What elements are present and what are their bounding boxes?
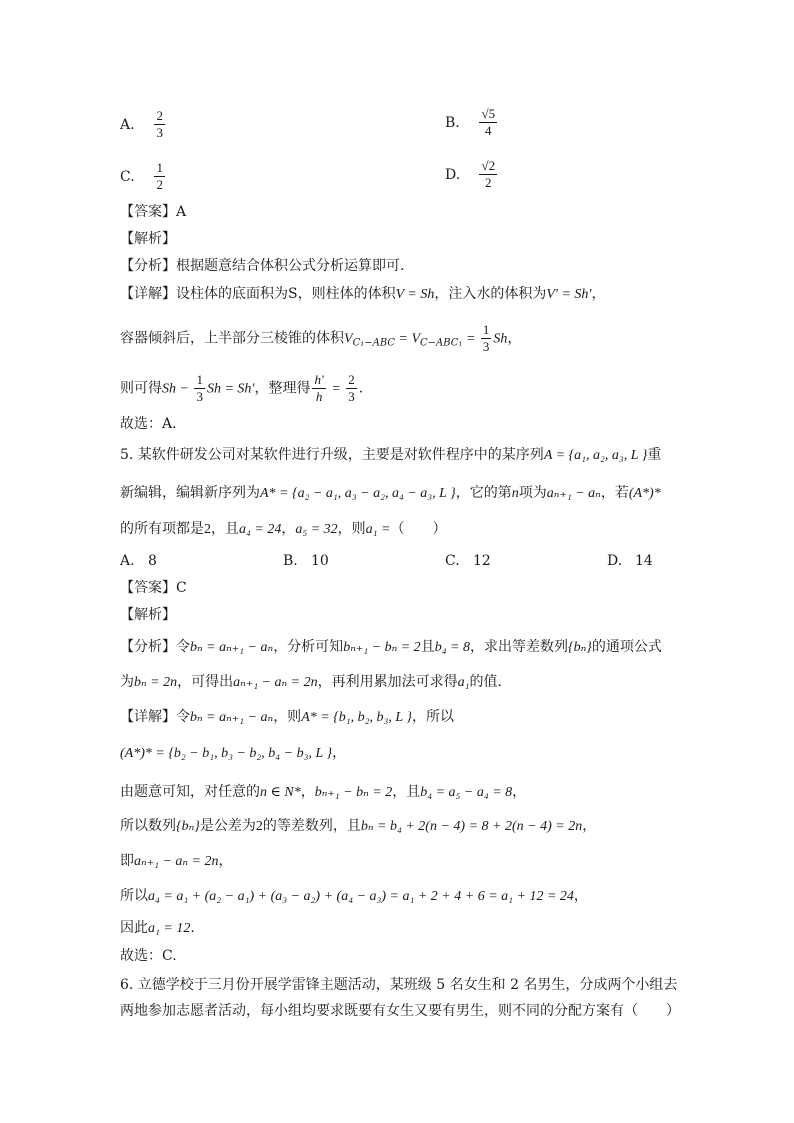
fraction: $\frac{2}{3}$ <box>348 372 355 404</box>
q5-xiangjie-line4: 所以数列{bₙ}是公差为2的等差数列，且bₙ = b₄ + 2(n − 4) = 8 + 2(n − 4) = 2n， <box>120 818 597 834</box>
q5-analysis-tag: 【解析】 <box>120 607 176 623</box>
q4-option-a <box>120 108 167 141</box>
fraction: $\frac{h'}{h}$ <box>314 372 324 404</box>
q5-xiangjie-line1: 【详解】令bₙ = aₙ₊₁ − aₙ，则A* = {b₁, b₂, b₃, L }，所以 <box>120 709 455 725</box>
option-label: C. <box>120 168 135 185</box>
option-label: A. <box>120 116 135 133</box>
q5-option-a: A. 8 <box>120 553 157 569</box>
q5-xiangjie-line7: 因此a₁ = 12. <box>120 920 195 936</box>
q5-xiangjie-line3: 由题意可知，对任意的n ∈ N*，bₙ₊₁ − bₙ = 2，且b₄ = a₅ − a₄ = 8， <box>120 784 527 800</box>
q4-fenxi: 【分析】根据题意结合体积公式分析运算即可. <box>120 258 405 274</box>
q5-stem-line3: 的所有项都是2，且a₄ = 24，a₅ = 32，则a₁ =（ ） <box>120 521 447 537</box>
q4-option-c <box>120 160 167 193</box>
q5-xiangjie-line5: 即aₙ₊₁ − aₙ = 2n， <box>120 853 233 869</box>
fraction: $\frac{2}{3}$ <box>156 108 163 140</box>
option-label: B. <box>445 114 460 131</box>
q5-xiangjie-line2: (A*)* = {b₂ − b₁, b₃ − b₂, b₄ − b₃, L }， <box>120 745 347 761</box>
q5-stem-line1: 5. 某软件研发公司对某软件进行升级，主要是对软件程序中的某序列A = {a₁, a₂, a₃, L }重 <box>120 447 662 463</box>
q5-stem-line2: 新编辑，编辑新序列为A* = {a₂ − a₁, a₃ − a₂, a₄ − a₃, L }，它的第n项为aₙ₊₁ − aₙ，若(A*)* <box>120 485 661 501</box>
q4-xiangjie-line3: 则可得Sh − $\frac{1}{3}$ Sh = Sh′，整理得 $\frac{h'}{h}$ = $\frac{2}{3}$ . <box>120 372 364 404</box>
q4-xiangjie-line1: 【详解】设柱体的底面积为S，则柱体的体积V = Sh，注入水的体积为V′ = Sh′， <box>120 286 606 302</box>
q4-analysis-tag: 【解析】 <box>120 231 176 247</box>
q5-answer: 【答案】C <box>120 580 187 596</box>
q4-option-d <box>445 158 499 191</box>
fraction: $\frac{1}{3}$ <box>196 372 203 404</box>
q6-stem-line2: 两地参加志愿者活动，每小组均要求既要有女生又要有男生，则不同的分配方案有（ ） <box>120 1003 680 1019</box>
q5-option-c: C. 12 <box>445 553 491 569</box>
q4-choose: 故选：A. <box>120 416 177 432</box>
q4-option-b <box>445 106 499 139</box>
q5-xiangjie-line6: 所以a₄ = a₁ + (a₂ − a₁) + (a₃ − a₂) + (a₄ − a₃) = a₁ + 2 + 4 + 6 = a₁ + 12 = 24， <box>120 888 588 904</box>
fraction: $\frac{√2}{2}$ <box>481 158 496 190</box>
fraction: $\frac{1}{2}$ <box>156 160 163 192</box>
q5-choose: 故选：C. <box>120 948 177 964</box>
q5-option-b: B. 10 <box>283 553 329 569</box>
q4-xiangjie-line2: 容器倾斜后，上半部分三棱锥的体积$V_{C_1-ABC} = V_{C-ABC_1}$ = $\frac{1}{3}$ Sh， <box>120 322 522 354</box>
fraction: $\frac{1}{3}$ <box>482 322 490 354</box>
q4-answer: 【答案】A <box>120 204 187 220</box>
fraction: $\frac{√5}{4}$ <box>481 106 496 138</box>
q6-stem-line1: 6. 立德学校于三月份开展学雷锋主题活动，某班级 5 名女生和 2 名男生，分成两个小组去 <box>120 977 678 993</box>
option-label: D. <box>445 166 461 183</box>
q5-fenxi-line1: 【分析】令bₙ = aₙ₊₁ − aₙ，分析可知bₙ₊₁ − bₙ = 2且b₄ = 8，求出等差数列{bₙ}的通项公式 <box>120 639 662 655</box>
q5-option-d: D. 14 <box>607 553 653 569</box>
q5-fenxi-line2: 为bₙ = 2n，可得出aₙ₊₁ − aₙ = 2n，再利用累加法可求得a₁的值. <box>120 674 502 690</box>
